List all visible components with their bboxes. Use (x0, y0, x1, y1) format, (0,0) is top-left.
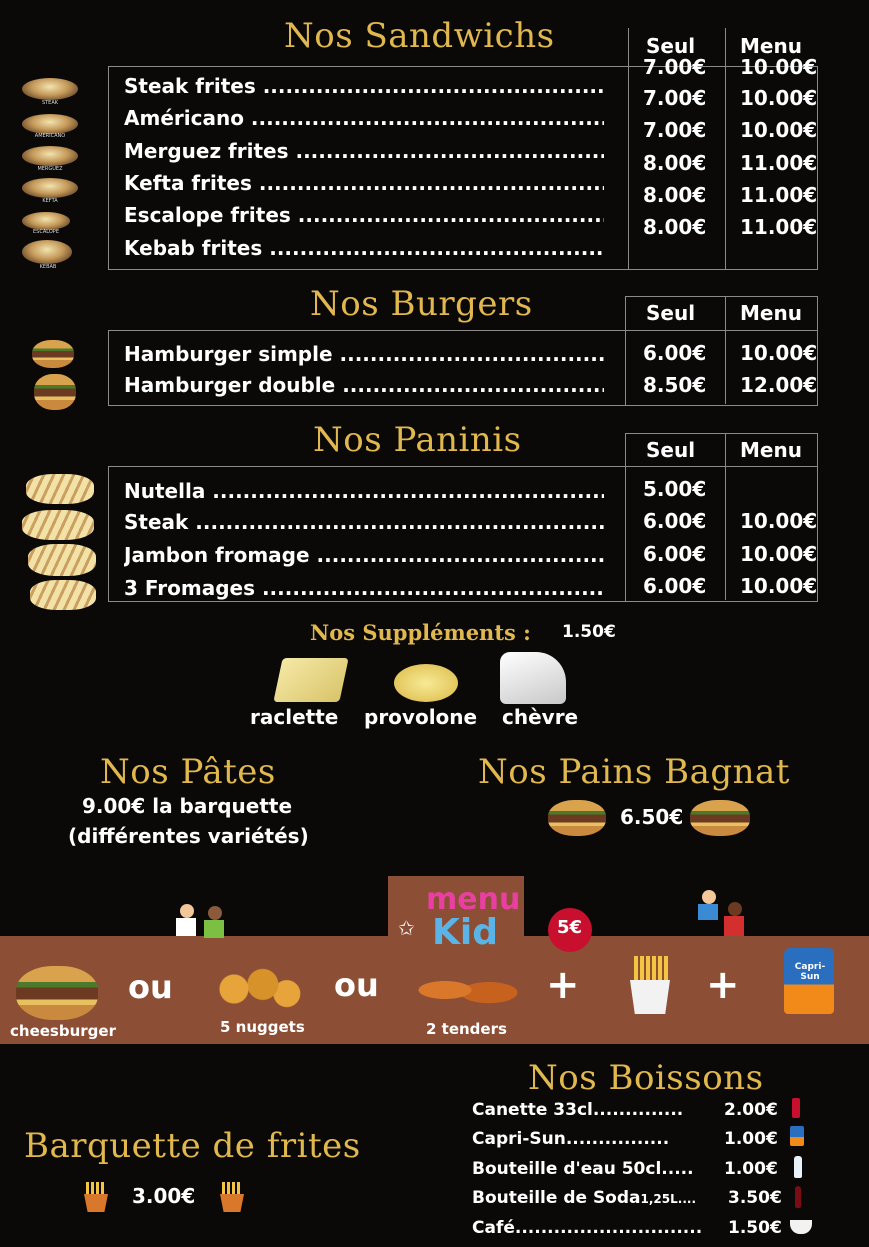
pates-price-line: 9.00€ la barquette (82, 794, 293, 818)
drink-price: 1.00€ (724, 1159, 778, 1179)
price-seul: 5.00€ (643, 477, 707, 501)
price-seul: 6.00€ (643, 542, 707, 566)
panini-image (28, 544, 96, 576)
nuggets-image (210, 966, 306, 1012)
thumb-label: ESCALOPE (33, 229, 59, 235)
supplements-price: 1.50€ (562, 622, 616, 642)
menu-item-name: Steak ..... (124, 510, 604, 534)
kid-option-label: cheesburger (10, 1022, 116, 1040)
panini-image (30, 580, 96, 610)
cheeseburger-image (16, 966, 98, 1020)
frites-price: 3.00€ (132, 1184, 196, 1208)
paninis-col-menu: Menu (740, 438, 802, 462)
menu-item-name: Escalope frites ..... (124, 203, 604, 227)
drink-name: Bouteille d'eau 50cl..... (472, 1159, 694, 1179)
price-menu: 10.00€ (740, 55, 818, 79)
column-divider (725, 296, 726, 404)
ou-text: ou (334, 966, 379, 1004)
column-divider (725, 433, 726, 600)
capri-sun-pouch-label: Capri-Sun (794, 962, 826, 982)
fries-icon (220, 1182, 244, 1212)
fries-icon (630, 956, 670, 1014)
pain-bagnat-image (548, 800, 606, 836)
water-bottle-icon (794, 1156, 802, 1178)
price-menu: 10.00€ (740, 86, 818, 110)
americano-sandwich-image (22, 114, 78, 134)
supplement-label: chèvre (502, 705, 579, 729)
soda-bottle-icon (795, 1186, 801, 1208)
pain-bagnat-image (690, 800, 750, 836)
drink-name: Bouteille de Soda1,25L.... (472, 1188, 697, 1208)
paninis-col-seul: Seul (646, 438, 696, 462)
price-menu: 11.00€ (740, 183, 818, 207)
supplement-label: provolone (364, 705, 478, 729)
price-seul: 8.00€ (643, 183, 707, 207)
burgers-title: Nos Burgers (310, 284, 533, 324)
price-menu: 10.00€ (740, 509, 818, 533)
plus-sign: + (546, 962, 580, 1008)
drink-name: Café............................. (472, 1218, 703, 1238)
merguez-sandwich-image (22, 146, 78, 166)
drink-price: 3.50€ (728, 1188, 782, 1208)
price-menu: 10.00€ (740, 574, 818, 598)
escalope-sandwich-image (22, 212, 70, 230)
price-seul: 6.00€ (643, 341, 707, 365)
supplement-label: raclette (250, 705, 339, 729)
can-icon (792, 1098, 800, 1118)
drink-name: Canette 33cl.............. (472, 1100, 684, 1120)
price-menu: 10.00€ (740, 542, 818, 566)
column-divider (725, 28, 726, 269)
menu-kid-price: 5€ (557, 917, 583, 938)
paninis-title: Nos Paninis (313, 420, 522, 460)
price-seul: 8.50€ (643, 373, 707, 397)
menu-item-name: Kefta frites ..... (124, 171, 604, 195)
menu-item-name: Hamburger double ..... (124, 373, 604, 397)
fries-icon (84, 1182, 108, 1212)
sandwiches-title: Nos Sandwichs (284, 16, 555, 56)
menu-item-name: Américano ..... (124, 106, 604, 130)
hamburger-double-image (34, 374, 76, 410)
supplements-title: Nos Suppléments : (310, 620, 531, 645)
kebab-sandwich-image (22, 240, 72, 264)
price-menu: 11.00€ (740, 215, 818, 239)
drink-price: 1.50€ (728, 1218, 782, 1238)
price-seul: 6.00€ (643, 509, 707, 533)
sandwiches-col-menu: Menu (740, 34, 802, 58)
burgers-col-menu: Menu (740, 301, 802, 325)
drink-name: Capri-Sun................ (472, 1129, 670, 1149)
kids-playing-icon (168, 904, 238, 954)
price-seul: 8.00€ (643, 215, 707, 239)
thumb-label: STEAK (41, 100, 59, 106)
drink-price: 1.00€ (724, 1129, 778, 1149)
menu-item-name: Merguez frites ..... (124, 139, 604, 163)
kefta-sandwich-image (22, 178, 78, 198)
coffee-cup-icon (790, 1220, 812, 1234)
menu-item-name: Kebab frites ..... (124, 236, 604, 260)
menu-item-name: 3 Fromages ..... (124, 576, 604, 600)
price-seul: 7.00€ (643, 118, 707, 142)
pates-description: (différentes variétés) (68, 824, 309, 848)
price-menu: 12.00€ (740, 373, 818, 397)
chevre-cheese-image (500, 652, 566, 704)
price-menu: 10.00€ (740, 118, 818, 142)
steak-sandwich-image (22, 78, 78, 100)
tenders-image (412, 964, 522, 1016)
star-icon: ✩ (398, 916, 415, 940)
price-menu: 10.00€ (740, 341, 818, 365)
panini-image (22, 510, 94, 540)
thumb-label: KEFTA (42, 198, 58, 204)
thumb-label: AMERICANO (34, 133, 66, 139)
panini-image (26, 474, 94, 504)
sandwiches-col-seul: Seul (646, 34, 696, 58)
drink-price: 2.00€ (724, 1100, 778, 1120)
column-divider (628, 28, 629, 269)
price-seul: 8.00€ (643, 151, 707, 175)
menu-kid-logo-bottom: Kid (432, 912, 499, 953)
price-menu: 11.00€ (740, 151, 818, 175)
frites-title: Barquette de frites (24, 1126, 361, 1166)
price-seul: 6.00€ (643, 574, 707, 598)
kid-option-label: 2 tenders (426, 1020, 507, 1038)
price-seul: 7.00€ (643, 86, 707, 110)
boissons-title: Nos Boissons (528, 1058, 764, 1098)
menu-item-name: Jambon fromage ..... (124, 543, 604, 567)
kids-jumping-icon (694, 890, 754, 950)
capri-sun-icon (790, 1126, 804, 1146)
burgers-col-seul: Seul (646, 301, 696, 325)
kid-option-label: 5 nuggets (220, 1018, 305, 1036)
provolone-cheese-image (394, 664, 458, 702)
thumb-label: MERGUEZ (37, 166, 63, 172)
pates-title: Nos Pâtes (100, 752, 276, 792)
menu-kid-logo-top: menu (426, 882, 521, 917)
raclette-cheese-image (273, 658, 348, 702)
thumb-label: KEBAB (39, 264, 57, 270)
pains-bagnat-title: Nos Pains Bagnat (478, 752, 790, 792)
menu-item-name: Hamburger simple ..... (124, 342, 604, 366)
hamburger-simple-image (32, 340, 74, 368)
menu-item-name: Nutella ..... (124, 479, 604, 503)
price-seul: 7.00€ (643, 55, 707, 79)
menu-item-name: Steak frites ..... (124, 74, 604, 98)
ou-text: ou (128, 968, 173, 1006)
plus-sign: + (706, 962, 740, 1008)
pains-bagnat-price: 6.50€ (620, 805, 684, 829)
